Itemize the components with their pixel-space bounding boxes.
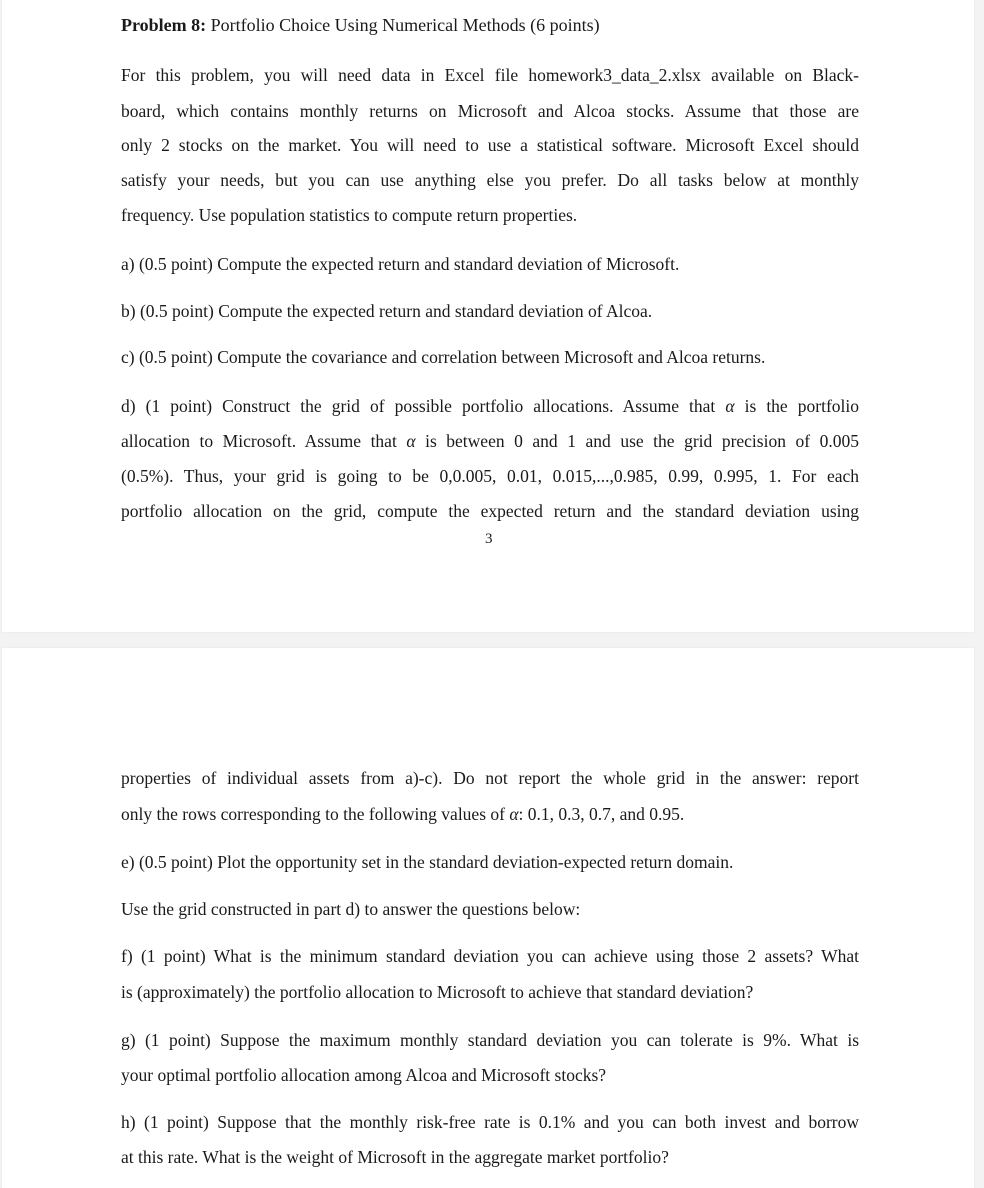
part-h-line-2: at this rate. What is the weight of Microsoft in the aggregate market portfolio? [121, 1147, 669, 1167]
part-e: e) (0.5 point) Plot the opportunity set in the standard deviation-expected return domain. [121, 852, 734, 872]
part-g-line-2: your optimal portfolio allocation among Alcoa and Microsoft stocks? [121, 1065, 607, 1085]
intro-line-2: board, which contains monthly returns on Microsoft and Alcoa stocks. Assume that those are [121, 101, 859, 121]
part-f-line-2: is (approximately) the portfolio allocation to Microsoft to achieve that standard deviation? [121, 982, 754, 1002]
use-grid-instruction: Use the grid constructed in part d) to answer the questions below: [121, 899, 581, 919]
part-g-line-1: g) (1 point) Suppose the maximum monthly standard deviation you can tolerate is 9%. What is [121, 1030, 859, 1050]
part-d-line-2: allocation to Microsoft. Assume that α is between 0 and 1 and use the grid precision of 0.005 [121, 431, 859, 451]
intro-line-5: frequency. Use population statistics to compute return properties. [121, 205, 578, 225]
intro-line-1: For this problem, you will need data in Excel file homework3_data_2.xlsx available on Black- [121, 65, 859, 85]
page-number: 3 [485, 531, 493, 547]
document-page-1 [2, 0, 974, 632]
part-b: b) (0.5 point) Compute the expected return and standard deviation of Alcoa. [121, 301, 653, 321]
part-d-continued-line-2: only the rows corresponding to the following values of α: 0.1, 0.3, 0.7, and 0.95. [121, 804, 685, 824]
part-f-line-1: f) (1 point) What is the minimum standard deviation you can achieve using those 2 assets? What [121, 946, 859, 966]
problem-title: Problem 8: Portfolio Choice Using Numerical Methods (6 points) [121, 15, 600, 35]
intro-line-4: satisfy your needs, but you can use anything else you prefer. Do all tasks below at monthly [121, 170, 859, 190]
part-d-line-4: portfolio allocation on the grid, compute the expected return and the standard deviation using [121, 501, 859, 521]
part-h-line-1: h) (1 point) Suppose that the monthly risk-free rate is 0.1% and you can both invest and borrow [121, 1112, 859, 1132]
document-page-2 [2, 648, 974, 1188]
intro-line-3: only 2 stocks on the market. You will need to use a statistical software. Microsoft Excel should [121, 135, 859, 155]
part-a: a) (0.5 point) Compute the expected return and standard deviation of Microsoft. [121, 254, 680, 274]
part-c: c) (0.5 point) Compute the covariance and correlation between Microsoft and Alcoa returns. [121, 347, 766, 367]
part-d-continued-line-1: properties of individual assets from a)-c). Do not report the whole grid in the answer: report [121, 768, 859, 788]
part-d-line-3: (0.5%). Thus, your grid is going to be 0,0.005, 0.01, 0.015,...,0.985, 0.99, 0.995, 1. For each [121, 466, 859, 486]
part-d-line-1: d) (1 point) Construct the grid of possible portfolio allocations. Assume that α is the portfolio [121, 396, 860, 416]
